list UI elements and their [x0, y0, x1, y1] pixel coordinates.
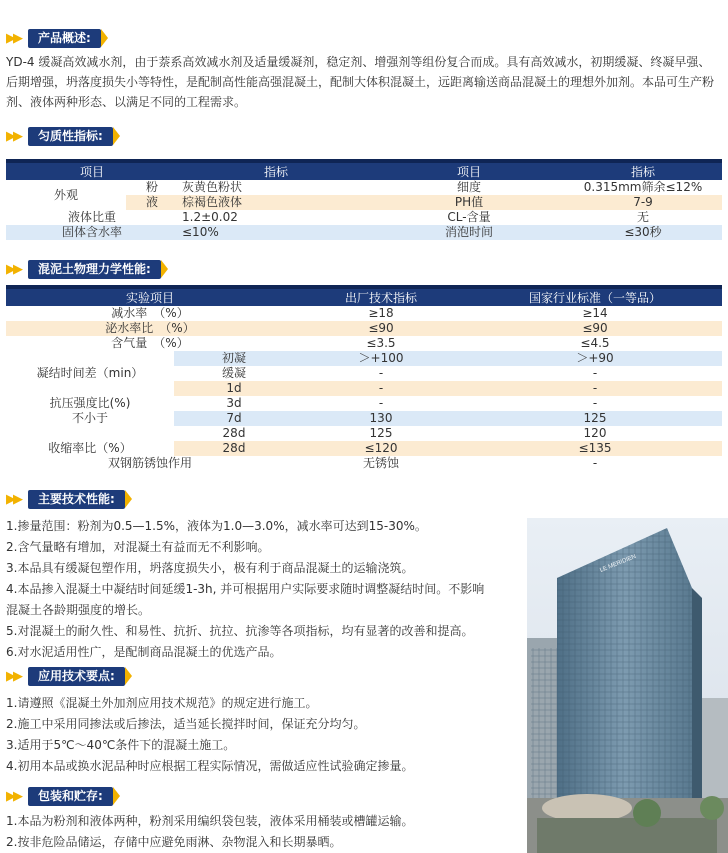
table-row: [6, 321, 722, 336]
table-cell: 初凝: [174, 351, 294, 366]
section-title: 包装和贮存:: [28, 787, 113, 806]
section-header-features: [6, 489, 125, 509]
table-cell: -: [294, 366, 468, 381]
table-cell: 0.315mm筛余≤12%: [564, 180, 722, 195]
double-arrow-icon: ▶▶: [6, 30, 20, 46]
section-header-application: [6, 666, 125, 686]
section-title: 产品概述:: [28, 29, 101, 48]
table-cell: ≥14: [468, 306, 722, 321]
table-cell: 外观: [6, 180, 126, 210]
table-cell: [6, 351, 174, 366]
table-cell: PH值: [374, 195, 564, 210]
table-cell: -: [468, 381, 722, 396]
list-item: 3.本品具有缓凝包塑作用，坍落度损失小，极有利于商品混凝土的运输浇筑。: [6, 561, 414, 575]
section-header-packaging: [6, 786, 113, 806]
table-cell: 双钢筋锈蚀作用: [6, 456, 294, 471]
list-item: 4.本品掺入混凝土中凝结时间延缓1-3h, 并可根据用户实际要求随时调整凝结时间。不影响: [6, 582, 485, 596]
hotel-sign: LE MERIDIEN: [599, 553, 637, 574]
overview-text: YD-4 缓凝高效减水剂，由于萘系高效减水剂及适量缓凝剂，稳定剂、增强剂等组份复合而成。具有高效减水，初期缓凝、终凝早强、后期增强，坍落度损失小等特性，是配制高性能高强混凝土，配制大体积混凝土，远距离输送商品混凝土的理想外加剂。本品可生产粉剂、液体两种形态、以满足不同的工程需求。: [6, 55, 715, 109]
table-row: [6, 336, 722, 351]
table-row: [6, 441, 722, 456]
table-cell: -: [468, 456, 722, 471]
table-cell: ＞+100: [294, 351, 468, 366]
section-header-overview: [6, 28, 101, 48]
table-cell: 1.2±0.02: [178, 210, 374, 225]
table-row: [6, 225, 722, 240]
table-cell: 125: [294, 426, 468, 441]
packaging-list: [6, 811, 413, 853]
table-cell: 收缩率比（%）: [6, 441, 174, 456]
table-row: [6, 426, 722, 441]
double-arrow-icon: ▶▶: [6, 261, 20, 277]
table-cell: 无: [564, 210, 722, 225]
table-cell: CL-含量: [374, 210, 564, 225]
header-cell: 项目: [374, 161, 564, 180]
section-title: 匀质性指标:: [28, 127, 113, 146]
table-cell: -: [294, 381, 468, 396]
table-cell: -: [294, 396, 468, 411]
table-cell: [6, 381, 174, 396]
table-cell: ≤135: [468, 441, 722, 456]
list-item: 2.含气量略有增加，对混凝土有益而无不利影响。: [6, 540, 270, 554]
header-cell: 项目: [6, 161, 178, 180]
table-cell: ≤30秒: [564, 225, 722, 240]
list-item: 1.本品为粉剂和液体两种，粉剂采用编织袋包装，液体采用桶装或槽罐运输。: [6, 814, 414, 828]
table-cell: -: [468, 366, 722, 381]
section-header-uniformity: [6, 126, 113, 146]
table-cell: 粉: [126, 180, 178, 195]
table-cell: ≤4.5: [468, 336, 722, 351]
skyscraper-illustration: [527, 518, 728, 853]
table-row: [6, 180, 722, 195]
list-item: 5.对混凝土的耐久性、和易性、抗折、抗拉、抗渗等各项指标，均有显著的改善和提高。: [6, 624, 474, 638]
list-item: 6.对水泥适用性广，是配制商品混凝土的优选产品。: [6, 645, 282, 659]
table-cell: 7-9: [564, 195, 722, 210]
section-title: 混泥土物理力学性能:: [28, 260, 161, 279]
table-cell: 120: [468, 426, 722, 441]
table-cell: [6, 426, 174, 441]
list-item: 3.适用于5℃～40℃条件下的混凝土施工。: [6, 738, 236, 752]
section-title: 应用技术要点:: [28, 667, 125, 686]
table-row: [6, 396, 722, 411]
table-cell: ≤90: [294, 321, 468, 336]
table-cell: 不小于: [6, 411, 174, 426]
table-cell: 细度: [374, 180, 564, 195]
table-cell: 抗压强度比(%): [6, 396, 174, 411]
table-cell: 消泡时间: [374, 225, 564, 240]
table-cell: 28d: [174, 441, 294, 456]
table-cell: 7d: [174, 411, 294, 426]
table-cell: 含气量 （%）: [6, 336, 294, 351]
table-row: [6, 411, 722, 426]
table-cell: 1d: [174, 381, 294, 396]
table-row: [6, 306, 722, 321]
building-photo: [527, 518, 728, 853]
section-title: 主要技术性能:: [28, 490, 125, 509]
table-header-row: [6, 287, 722, 306]
table-cell: ＞+90: [468, 351, 722, 366]
header-cell: 国家行业标准（一等品）: [468, 287, 722, 306]
table-cell: ≤120: [294, 441, 468, 456]
table-cell: 凝结时间差（min）: [6, 366, 174, 381]
table-cell: 无锈蚀: [294, 456, 468, 471]
double-arrow-icon: ▶▶: [6, 491, 20, 507]
header-cell: 指标: [564, 161, 722, 180]
double-arrow-icon: ▶▶: [6, 668, 20, 684]
features-list: [6, 516, 484, 663]
table-cell: 减水率 （%）: [6, 306, 294, 321]
list-item: 4.初用本品或换水泥品种时应根据工程实际情况，需做适应性试验确定掺量。: [6, 759, 414, 773]
list-item: 混凝土各龄期强度的增长。: [6, 603, 151, 617]
section-header-mechanics: [6, 259, 161, 279]
double-arrow-icon: ▶▶: [6, 788, 20, 804]
table-cell: 棕褐色液体: [178, 195, 374, 210]
table-row: [6, 210, 722, 225]
table-cell: 泌水率比 （%）: [6, 321, 294, 336]
table-row: [6, 351, 722, 366]
header-cell: 出厂技术指标: [294, 287, 468, 306]
list-item: 2.按非危险品储运，存储中应避免雨淋、杂物混入和长期暴晒。: [6, 835, 342, 849]
list-item: 1.掺量范围：粉剂为0.5—1.5%，液体为1.0—3.0%，减水率可达到15-30%。: [6, 519, 427, 533]
header-cell: 实验项目: [6, 287, 294, 306]
application-list: [6, 693, 413, 777]
table-cell: ≥18: [294, 306, 468, 321]
table-row: [6, 366, 722, 381]
table-cell: 130: [294, 411, 468, 426]
table-cell: 液体比重: [6, 210, 178, 225]
table-row: [6, 456, 722, 471]
table-cell: 固体含水率: [6, 225, 178, 240]
table-cell: -: [468, 396, 722, 411]
table-cell: 28d: [174, 426, 294, 441]
table-cell: 液: [126, 195, 178, 210]
uniformity-table: [6, 159, 722, 240]
header-cell: 指标: [178, 161, 374, 180]
table-cell: ≤3.5: [294, 336, 468, 351]
list-item: 2.施工中采用同掺法或后掺法，适当延长搅拌时间，保证充分均匀。: [6, 717, 366, 731]
table-cell: 125: [468, 411, 722, 426]
table-header-row: [6, 161, 722, 180]
table-cell: ≤10%: [178, 225, 374, 240]
table-cell: 缓凝: [174, 366, 294, 381]
double-arrow-icon: ▶▶: [6, 128, 20, 144]
list-item: 1.请遵照《混凝土外加剂应用技术规范》的规定进行施工。: [6, 696, 318, 710]
table-cell: 3d: [174, 396, 294, 411]
mechanics-table: [6, 285, 722, 471]
table-row: [6, 381, 722, 396]
table-cell: 灰黄色粉状: [178, 180, 374, 195]
table-cell: ≤90: [468, 321, 722, 336]
